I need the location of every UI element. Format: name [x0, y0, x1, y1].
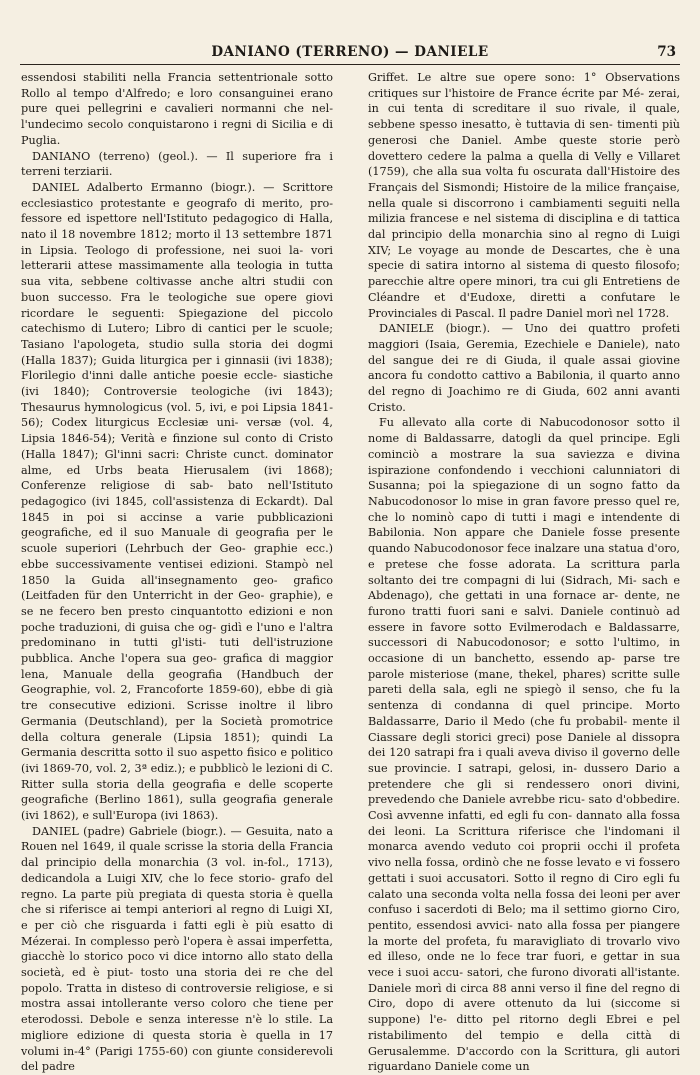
right-column: [368, 70, 680, 1075]
left-column: [21, 70, 333, 1075]
entry-daniele-continued: Fu allevato alla corte di Nabucodonosor sotto il nome di Baldassarre, datogli da quel principe. Egli cominciò a mostrare la sua saviezza e divina ispirazione confondendo i vecchioni calunniatori di Susanna; poi la spiegazione di un sogno fatto da Nabucodonosor lo mise in gran favore presso quel re, che lo nominò capo di tutti i magi e intendente di Babilonia. Non appare che Daniele fosse presente quando Nabucodonosor fece inalzare una statua d'oro, e pretese che fosse adorata. La scrittura parla soltanto dei tre compagni di lui (Sidrach, Mi- sach e Abdenago), che gettati in una fornace ar- dente, ne furono tratti fuori sani e salvi. Daniele continuò ad essere in favore sotto Evilmerodach e Baldassarre, successori di Nabucodonosor; e sotto l'ultimo, in occasione di un banchetto, essendo ap- parse tre parole misteriose (mane, thekel, phares) scritte sulle pareti della sala, egli ne spiegò il senso, che fu la sentenza di condanna di quel principe. Morto Baldassarre, Dario il Medo (che fu probabil- mente il Ciassare degli storici greci) pose Daniele al dissopra dei 120 satrapi fra i quali aveva diviso il governo delle sue provincie. I satrapi, gelosi, in- dussero Dario a pretendere che gli si rendessero onori divini, prevedendo che Daniele avrebbe ricu- sato d'obbedire. Così avvenne infatti, ed egli fu con- dannato alla fossa dei leoni. La Scrittura riferisce che l'indomani il monarca avendo veduto coi proprii occhi il profeta vivo nella fossa, ordinò che ne fosse levato e vi fossero gettati i suoi accusatori. Sotto il regno di Ciro egli fu calato una seconda volta nella fossa dei leoni per aver confuso i sacerdoti di Belo; ma il settimo giorno Ciro, pentito, essendosi avvici- nato alla fossa per piangere la morte del profeta, fu maravigliato di trovarlo vivo ed illeso, onde ne lo fece trar fuori, e gettar in sua vece i suoi accu- satori, che furono divorati all'istante. Daniele morì di circa 88 anni verso il fine del regno di Ciro, dopo di avere ottenuto da lui (siccome si suppone) l'e- ditto pel ritorno degli Ebrei e pel ristabilimento del tempio e della città di Gerusalemme. D'accordo con la Scrittura, gli autori riguardano Daniele come un: [368, 416, 680, 1074]
entry-daniano: DANIANO (terreno) (geol.). — Il superiore fra i terreni terziarii.: [21, 149, 333, 179]
running-head: DANIANO (TERRENO) — DANIELE: [211, 44, 489, 60]
entry-daniel-adalberto: DANIEL Adalberto Ermanno (biogr.). — Scrittore ecclesiastico protestante e geografo di merito, pro- fessore ed ispettore nell'Istituto pedagogico di Halla, nato il 18 novembre 1812; morto il 13 settembre 1871 in Lipsia. Teologo di professione, nei suoi la- vori letterarii attese massimamente alla teologia in tutta sua vita, sebbene coltivasse anche altri studii con buon successo. Fra le teologiche sue opere giovi ricordare le seguenti: Spiegazione del piccolo catechismo di Lutero; Libro di cantici per le scuole; Tasiano l'apologeta, studio sulla storia dei dogmi (Halla 1837); Guida liturgica per i ginnasii (ivi 1838); Florilegio d'inni dalle antiche poesie eccle- siastiche (ivi 1840); Controversie teologiche (ivi 1843); Thesaurus hymnologicus (vol. 5, ivi, e poi Lipsia 1841-56); Codex liturgicus Ecclesiæ uni- versæ (vol. 4, Lipsia 1846-54); Verità e finzione sul conto di Cristo (Halla 1847); Gl'inni sacri: Christe cunct. dominator alme, ed Urbs beata Hierusalem (ivi 1868); Conferenze religiose di sab- bato nell'Istituto pedagogico (ivi 1845, coll'assistenza di Eckardt). Dal 1845 in poi si accinse a varie pubblicazioni geografiche, ed il suo Manuale di geografia per le scuole superiori (Lehrbuch der Geo- graphie ecc.) ebbe successivamente ventisei edizioni. Stampò nel 1850 la Guida all'insegnamento geo- grafico (Leitfaden für den Unterricht in der Geo- graphie), e se ne fecero ben presto cinquantotto edizioni e non poche traduzioni, di guisa che og- gidì e l'uno e l'altra predominano in tutti gl'isti- tuti dell'istruzione pubblica. Anche l'opera sua geo- grafica di maggior lena, Manuale della geografia (Handbuch der Geographie, vol. 2, Francoforte 1859-60), ebbe di già tre consecutive edizioni. Scrisse inoltre il libro Germania (Deutschland), per la Società promotrice della coltura generale (Lipsia 1851); quindi La Germania descritta sotto il suo aspetto fisico e politico (ivi 1869-70, vol. 2, 3ª ediz.); e pubblicò le lezioni di C. Ritter sulla storia della geografia e delle scoperte geografiche (Berlino 1861), sulla geografia generale (ivi 1862), e sull'Europa (ivi 1863).: [21, 180, 333, 823]
continuation-paragraph: essendosi stabiliti nella Francia settentrionale sotto Rollo al tempo d'Alfredo; e loro consanguinei erano pure quei pellegrini e cavalieri normanni che nel- l'undecimo secolo conquistarono i regni di Sicilia e di Puglia.: [21, 71, 333, 147]
continuation-paragraph: Griffet. Le altre sue opere sono: 1° Observations critiques sur l'histoire de France écrite par Mé- zerai, in cui tenta di screditare il suo rivale, il quale, sebbene spesso inesatto, è tuttavia di sen- timenti più generosi che Daniel. Ambe queste storie però dovettero cedere la palma a quella di Velly e Villaret (1759), che alla sua volta fu oscurata dall'Histoire des Français del Sismondi; Histoire de la milice française, nella quale si discorrono i cambiamenti seguiti nella milizia francese e nel sistema di disciplina e di tattica dal principio della monarchia sino al regno di Luigi XIV; Le voyage au monde de Descartes, che è una specie di satira intorno al sistema di questo filosofo; parecchie altre opere minori, tra cui gli Entretiens de Cléandre et d'Eudoxe, diretti a confutare le Provinciales di Pascal. Il padre Daniel morì nel 1728.: [368, 71, 680, 320]
entry-daniel-gabriele: DANIEL (padre) Gabriele (biogr.). — Gesuita, nato a Rouen nel 1649, il quale scrisse la storia della Francia dal principio della monarchia (3 vol. in-fol., 1713), dedicandola a Luigi XIV, che lo fece storio- grafo del regno. La parte più pregiata di questa storia è quella che si riferisce ai tempi anteriori al regno di Luigi XI, e per ciò che risguarda i fatti egli è più esatto di Mézerai. In complesso però l'opera è assai imperfetta, giacchè lo storico poco vi dice intorno allo stato della società, ed è piut- tosto una storia dei re che del popolo. Tratta in disteso di controversie religiose, e si mostra assai intollerante verso coloro che tiene per eterodossi. Debole e senza interesse n'è lo stile. La migliore edizione di questa storia è quella in 17 volumi in-4° (Parigi 1755-60) con giunte considerevoli del padre: [21, 824, 333, 1074]
page-number: 73: [657, 44, 676, 60]
entry-daniele: DANIELE (biogr.). — Uno dei quattro profeti maggiori (Isaia, Geremia, Ezechiele e Daniele), nato del sangue dei re di Giuda, il quale assai giovine ancora fu condotto cattivo a Babilonia, il quarto anno del regno di Joachimo re di Giuda, 602 anni avanti Cristo.: [368, 322, 680, 414]
page-header: [20, 44, 680, 65]
